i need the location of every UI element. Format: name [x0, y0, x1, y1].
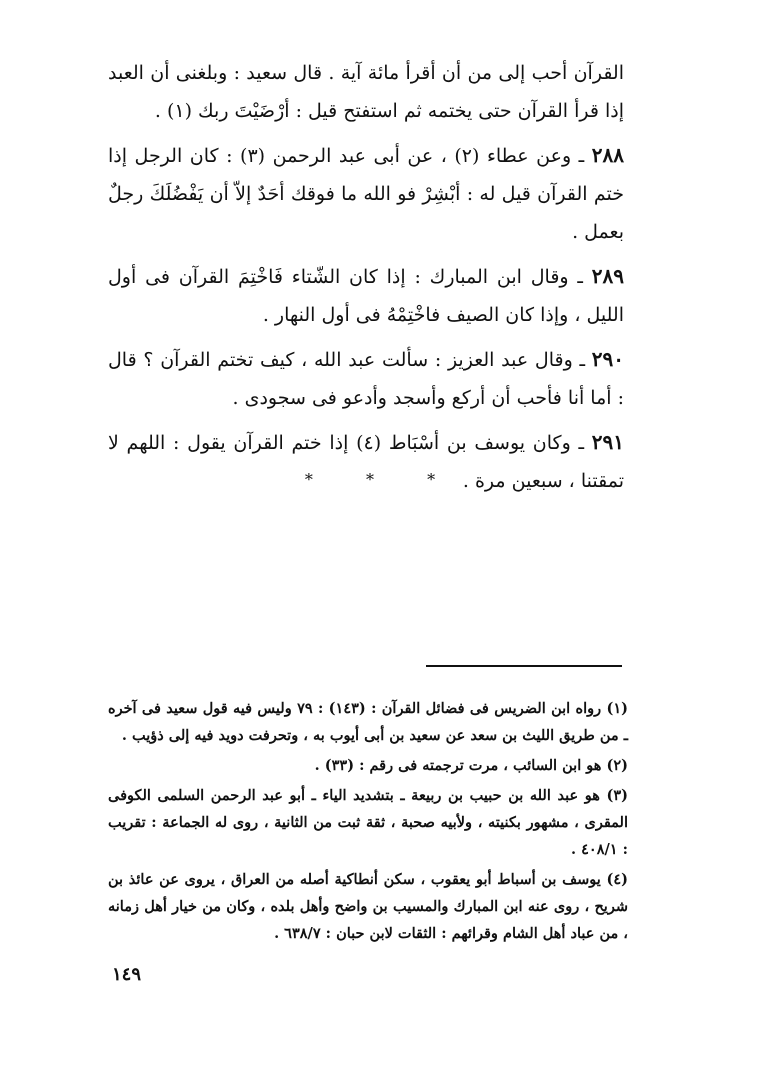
footnote-divider	[426, 665, 622, 667]
footnote-1: (١) رواه ابن الضريس فى فضائل القرآن : (١٤٣) : ٧٩ وليس فيه قول سعيد فى آخره ـ من طريق الليث بن سعد عن سعيد بن أبى أيوب به ، وتحرفت دويد فيه إلى ذؤيب .	[108, 700, 629, 744]
footnotes	[108, 695, 628, 950]
paragraph-continuation: القرآن أحب إلى من أن أقرأ مائة آية . قال سعيد : وبلغنى أن العبد إذا قرأ القرآن حتى يختمه ثم استفتح قيل : أرْضَيْتَ ربك (١) .	[108, 62, 624, 122]
paragraph-291-text: ـ وكان يوسف بن أسْبَاط (٤) إذا ختم القرآن يقول : اللهم لا تمقتنا ، سبعين مرة .	[108, 432, 624, 492]
item-number-289: ٢٨٩	[591, 264, 624, 288]
section-separator: * * *	[304, 470, 460, 489]
paragraph-288-text: ـ وعن عطاء (٢) ، عن أبى عبد الرحمن (٣) : كان الرجل إذا ختم القرآن قيل له : أبْشِرْ فو الله ما فوقك أحَدٌ إلاّ أن يَفْضُلَكَ رجلٌ بعمل .	[108, 145, 624, 243]
paragraph-288	[108, 136, 624, 251]
footnote-2: (٢) هو ابن السائب ، مرت ترجمته فى رقم : (٣٣) .	[314, 757, 628, 774]
page-number: ١٤٩	[112, 964, 142, 985]
paragraph-290	[108, 340, 624, 417]
item-number-288: ٢٨٨	[591, 143, 624, 167]
paragraph-289	[108, 257, 624, 334]
footnote-4: (٤) يوسف بن أسباط أبو يعقوب ، سكن أنطاكية أصله من العراق ، يروى عن عائذ بن شريح ، روى عنه ابن المبارك والمسيب بن واضح وأهل بلده ، وكان من خيار أهل زمانه ، من عباد أهل الشام وقرائهم : الثقات لابن حبان : ٦٣٨/٧ .	[108, 871, 628, 942]
paragraph-290-text: ـ وقال عبد العزيز : سألت عبد الله ، كيف تختم القرآن ؟ قال : أما أنا فأحب أن أركع وأسجد وأدعو فى سجودى .	[108, 349, 624, 409]
paragraph-289-text: ـ وقال ابن المبارك : إذا كان الشّتاء فَاخْتِمَ القرآن فى أول الليل ، وإذا كان الصيف فاخْتِمْهُ فى أول النهار .	[108, 266, 624, 326]
footnote-3: (٣) هو عبد الله بن حبيب بن ربيعة ـ بتشديد الياء ـ أبو عبد الرحمن السلمى الكوفى المقرى ، مشهور بكنيته ، ولأبيه صحبة ، ثقة ثبت من الثانية ، روى له الجماعة : تقريب : ٤٠٨/١ .	[108, 787, 628, 858]
item-number-290: ٢٩٠	[591, 347, 624, 371]
item-number-291: ٢٩١	[591, 430, 625, 454]
main-text	[108, 54, 624, 506]
